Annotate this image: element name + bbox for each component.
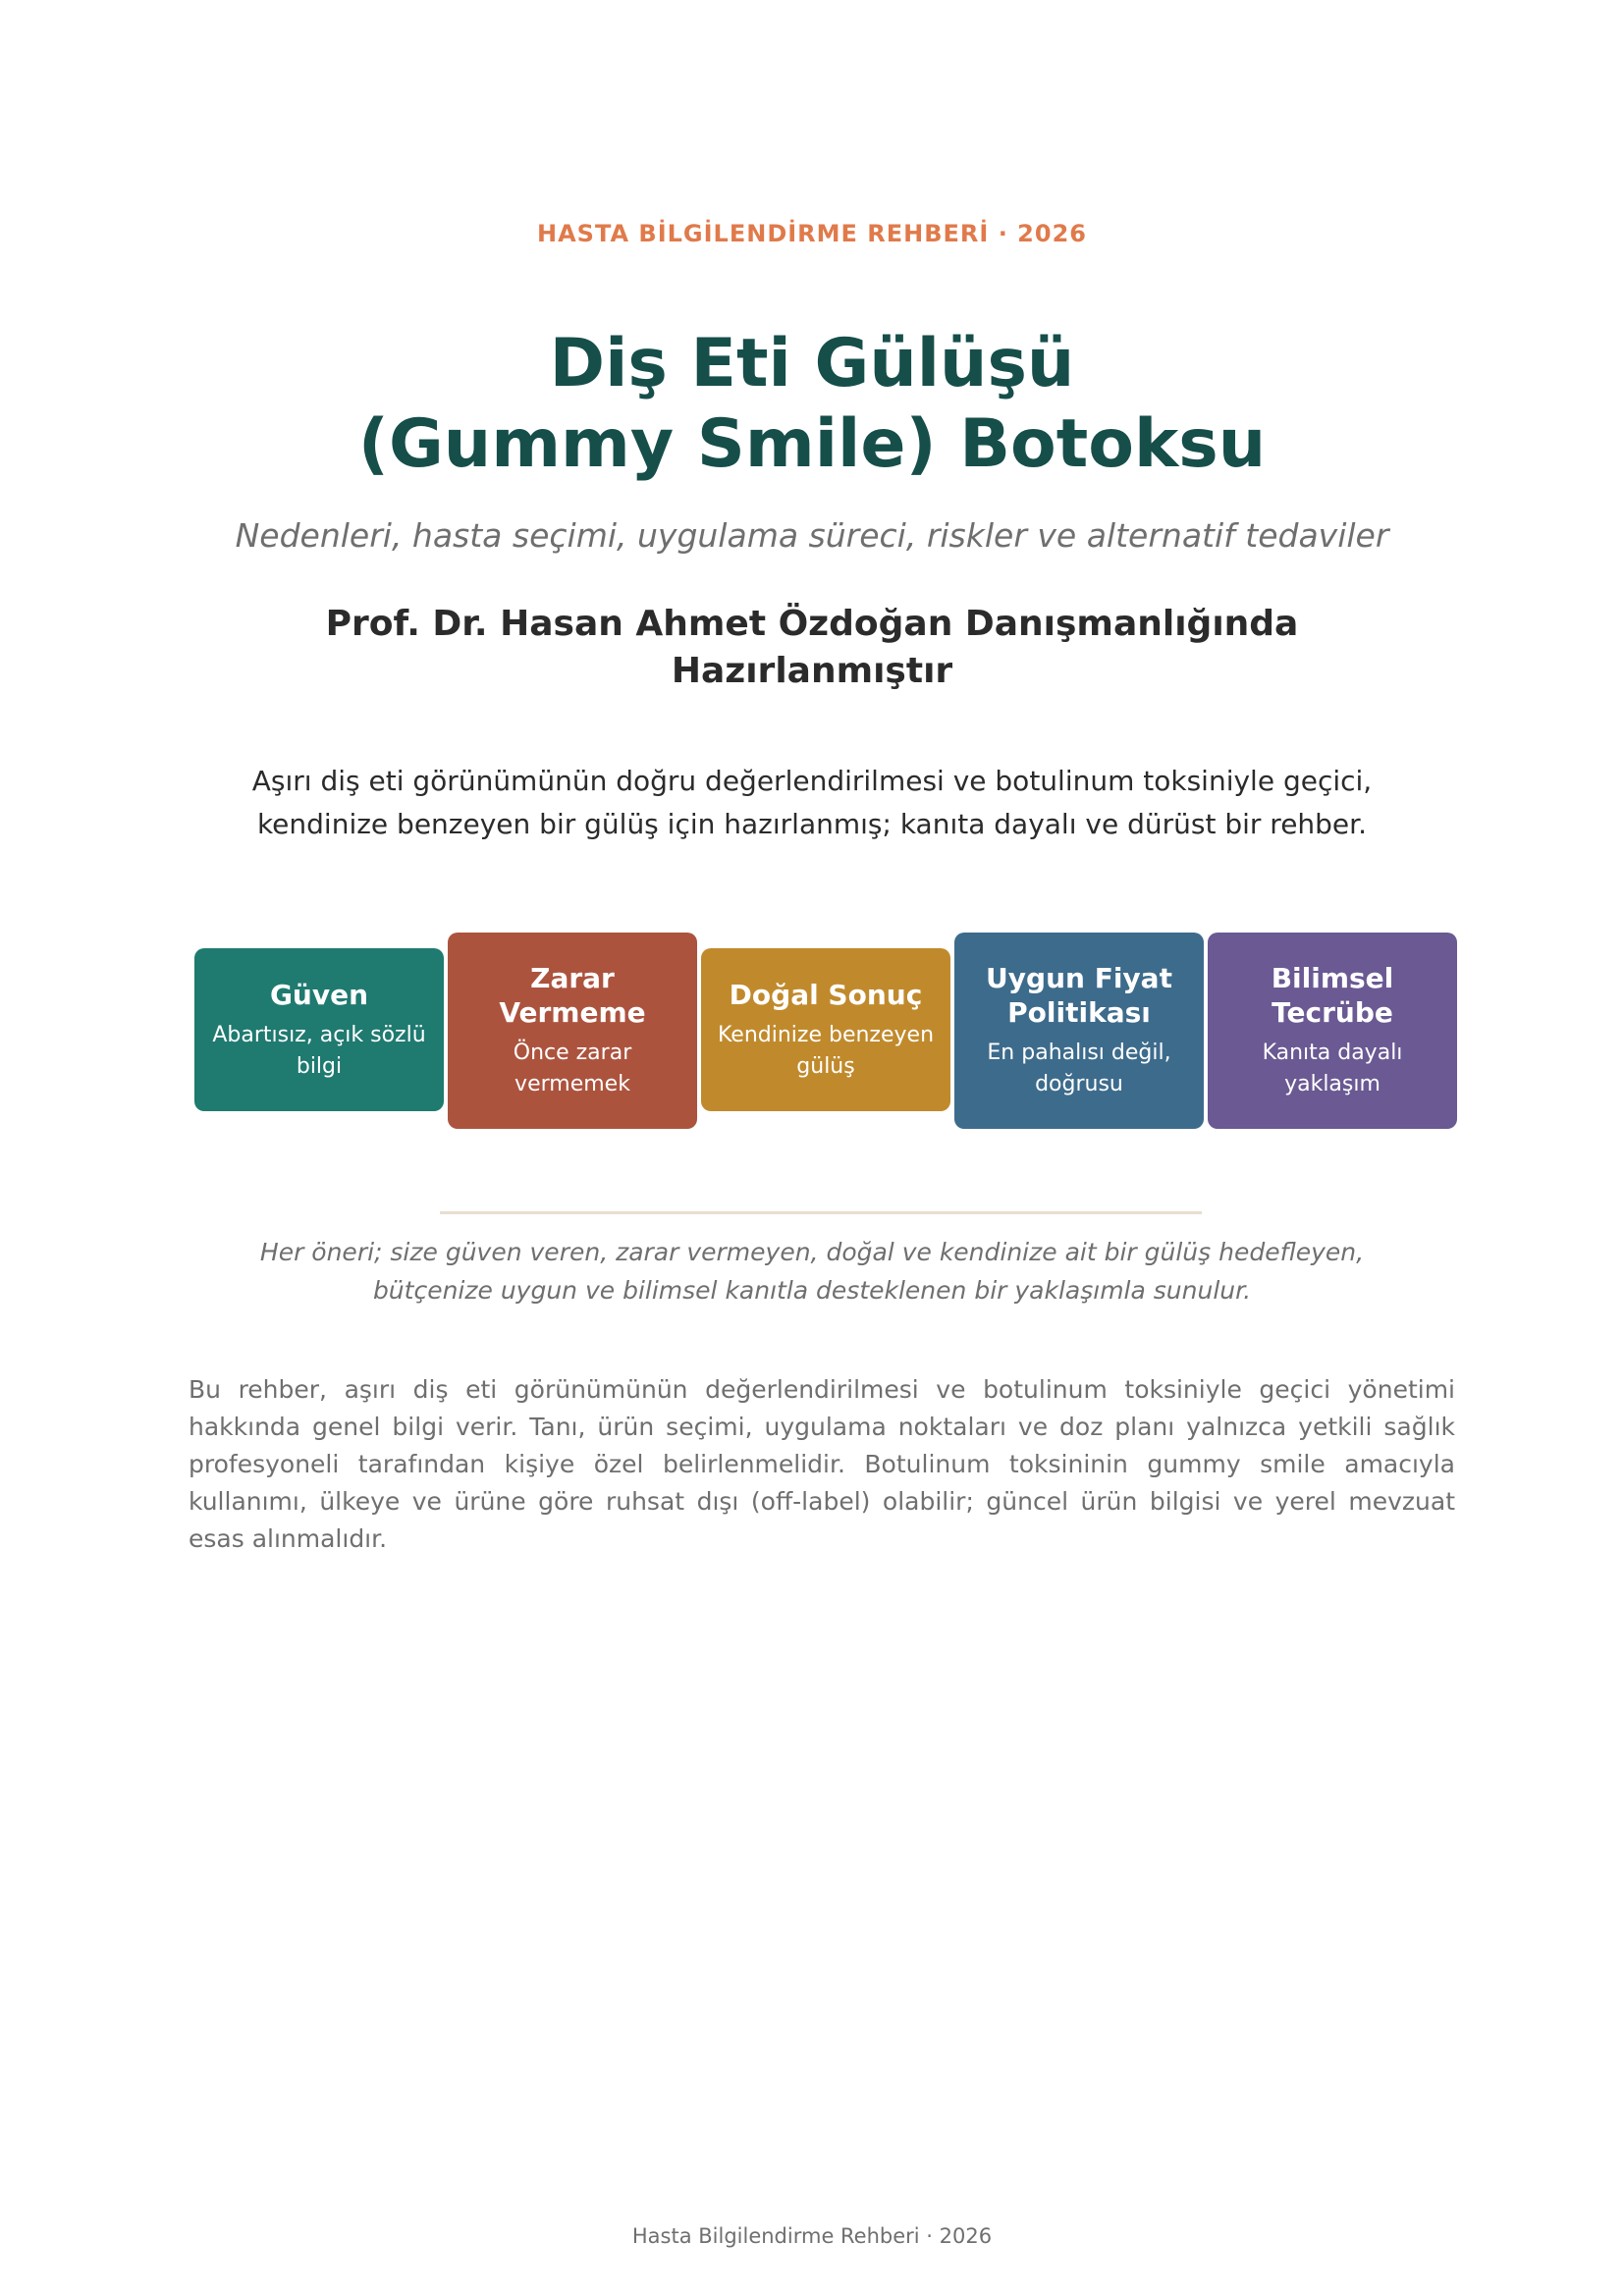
value-card-subtitle: Kendinize benzeyen gülüş <box>717 1022 935 1079</box>
value-card-zarar-vermeme <box>448 933 697 1129</box>
value-card-title: Zarar Vermeme <box>499 962 646 1029</box>
value-card-guven <box>194 948 444 1111</box>
author-line-2: Hazırlanmıştır <box>671 651 953 691</box>
value-card-subtitle: Önce zarar vermemek <box>513 1041 632 1096</box>
value-card-title: Doğal Sonuç <box>729 978 923 1011</box>
value-card-title: Bilimsel Tecrübe <box>1271 962 1394 1029</box>
document-subtitle: Nedenleri, hasta seçimi, uygulama süreci, riskler ve alternatif tedaviler <box>235 516 1389 555</box>
title-line-2: (Gummy Smile) Botoksu <box>357 405 1267 483</box>
value-card-dogal-sonuc <box>701 948 950 1111</box>
page-footer: Hasta Bilgilendirme Rehberi · 2026 <box>631 2224 993 2248</box>
value-card-subtitle: Abartısız, açık sözlü bilgi <box>212 1022 426 1079</box>
value-card-subtitle: Kanıta dayalı yaklaşım <box>1262 1041 1403 1096</box>
value-card-subtitle: En pahalısı değil, doğrusu <box>987 1041 1171 1096</box>
section-divider <box>440 1211 1202 1214</box>
quote-line-2: bütçenize uygun ve bilimsel kanıtla desteklenen bir yaklaşımla sunulur. <box>372 1276 1252 1305</box>
value-card-title: Uygun Fiyat Politikası <box>986 962 1172 1029</box>
author-line-1: Prof. Dr. Hasan Ahmet Özdoğan Danışmanlığında <box>325 604 1299 644</box>
intro-line-1: Aşırı diş eti görünümünün doğru değerlendirilmesi ve botulinum toksiniyle geçici, <box>251 765 1373 797</box>
intro-line-2: kendinize benzeyen bir gülüş için hazırlanmış; kanıta dayalı ve dürüst bir rehber. <box>256 808 1368 840</box>
disclaimer-paragraph: Bu rehber, aşırı diş eti görünümünün değerlendirilmesi ve botulinum toksiniyle geçici yönetimi hakkında genel bilgi verir. Tanı, ürün seçimi, uygulama noktaları ve doz planı yalnızca yetkili sağlık profesyoneli tarafından kişiye özel belirlenmelidir. Botulinum toksininin gummy smile amacıyla kullanımı, ülkeye ve ürüne göre ruhsat dışı (off-label) olabilir; güncel ürün bilgisi ve yerel mevzuat esas alınmalıdır. <box>189 1375 1455 1553</box>
pledge-quote <box>0 1233 1624 1309</box>
title-line-1: Diş Eti Gülüşü <box>549 325 1075 402</box>
value-card-bilimsel-tecrube <box>1208 933 1457 1129</box>
quote-line-1: Her öneri; size güven veren, zarar vermeyen, doğal ve kendinize ait bir gülüş hedefleyen, <box>259 1238 1365 1266</box>
value-card-title: Güven <box>269 978 369 1011</box>
value-card-uygun-fiyat <box>954 933 1204 1129</box>
eyebrow-label: HASTA BİLGİLENDİRME REHBERİ · 2026 <box>537 220 1087 247</box>
